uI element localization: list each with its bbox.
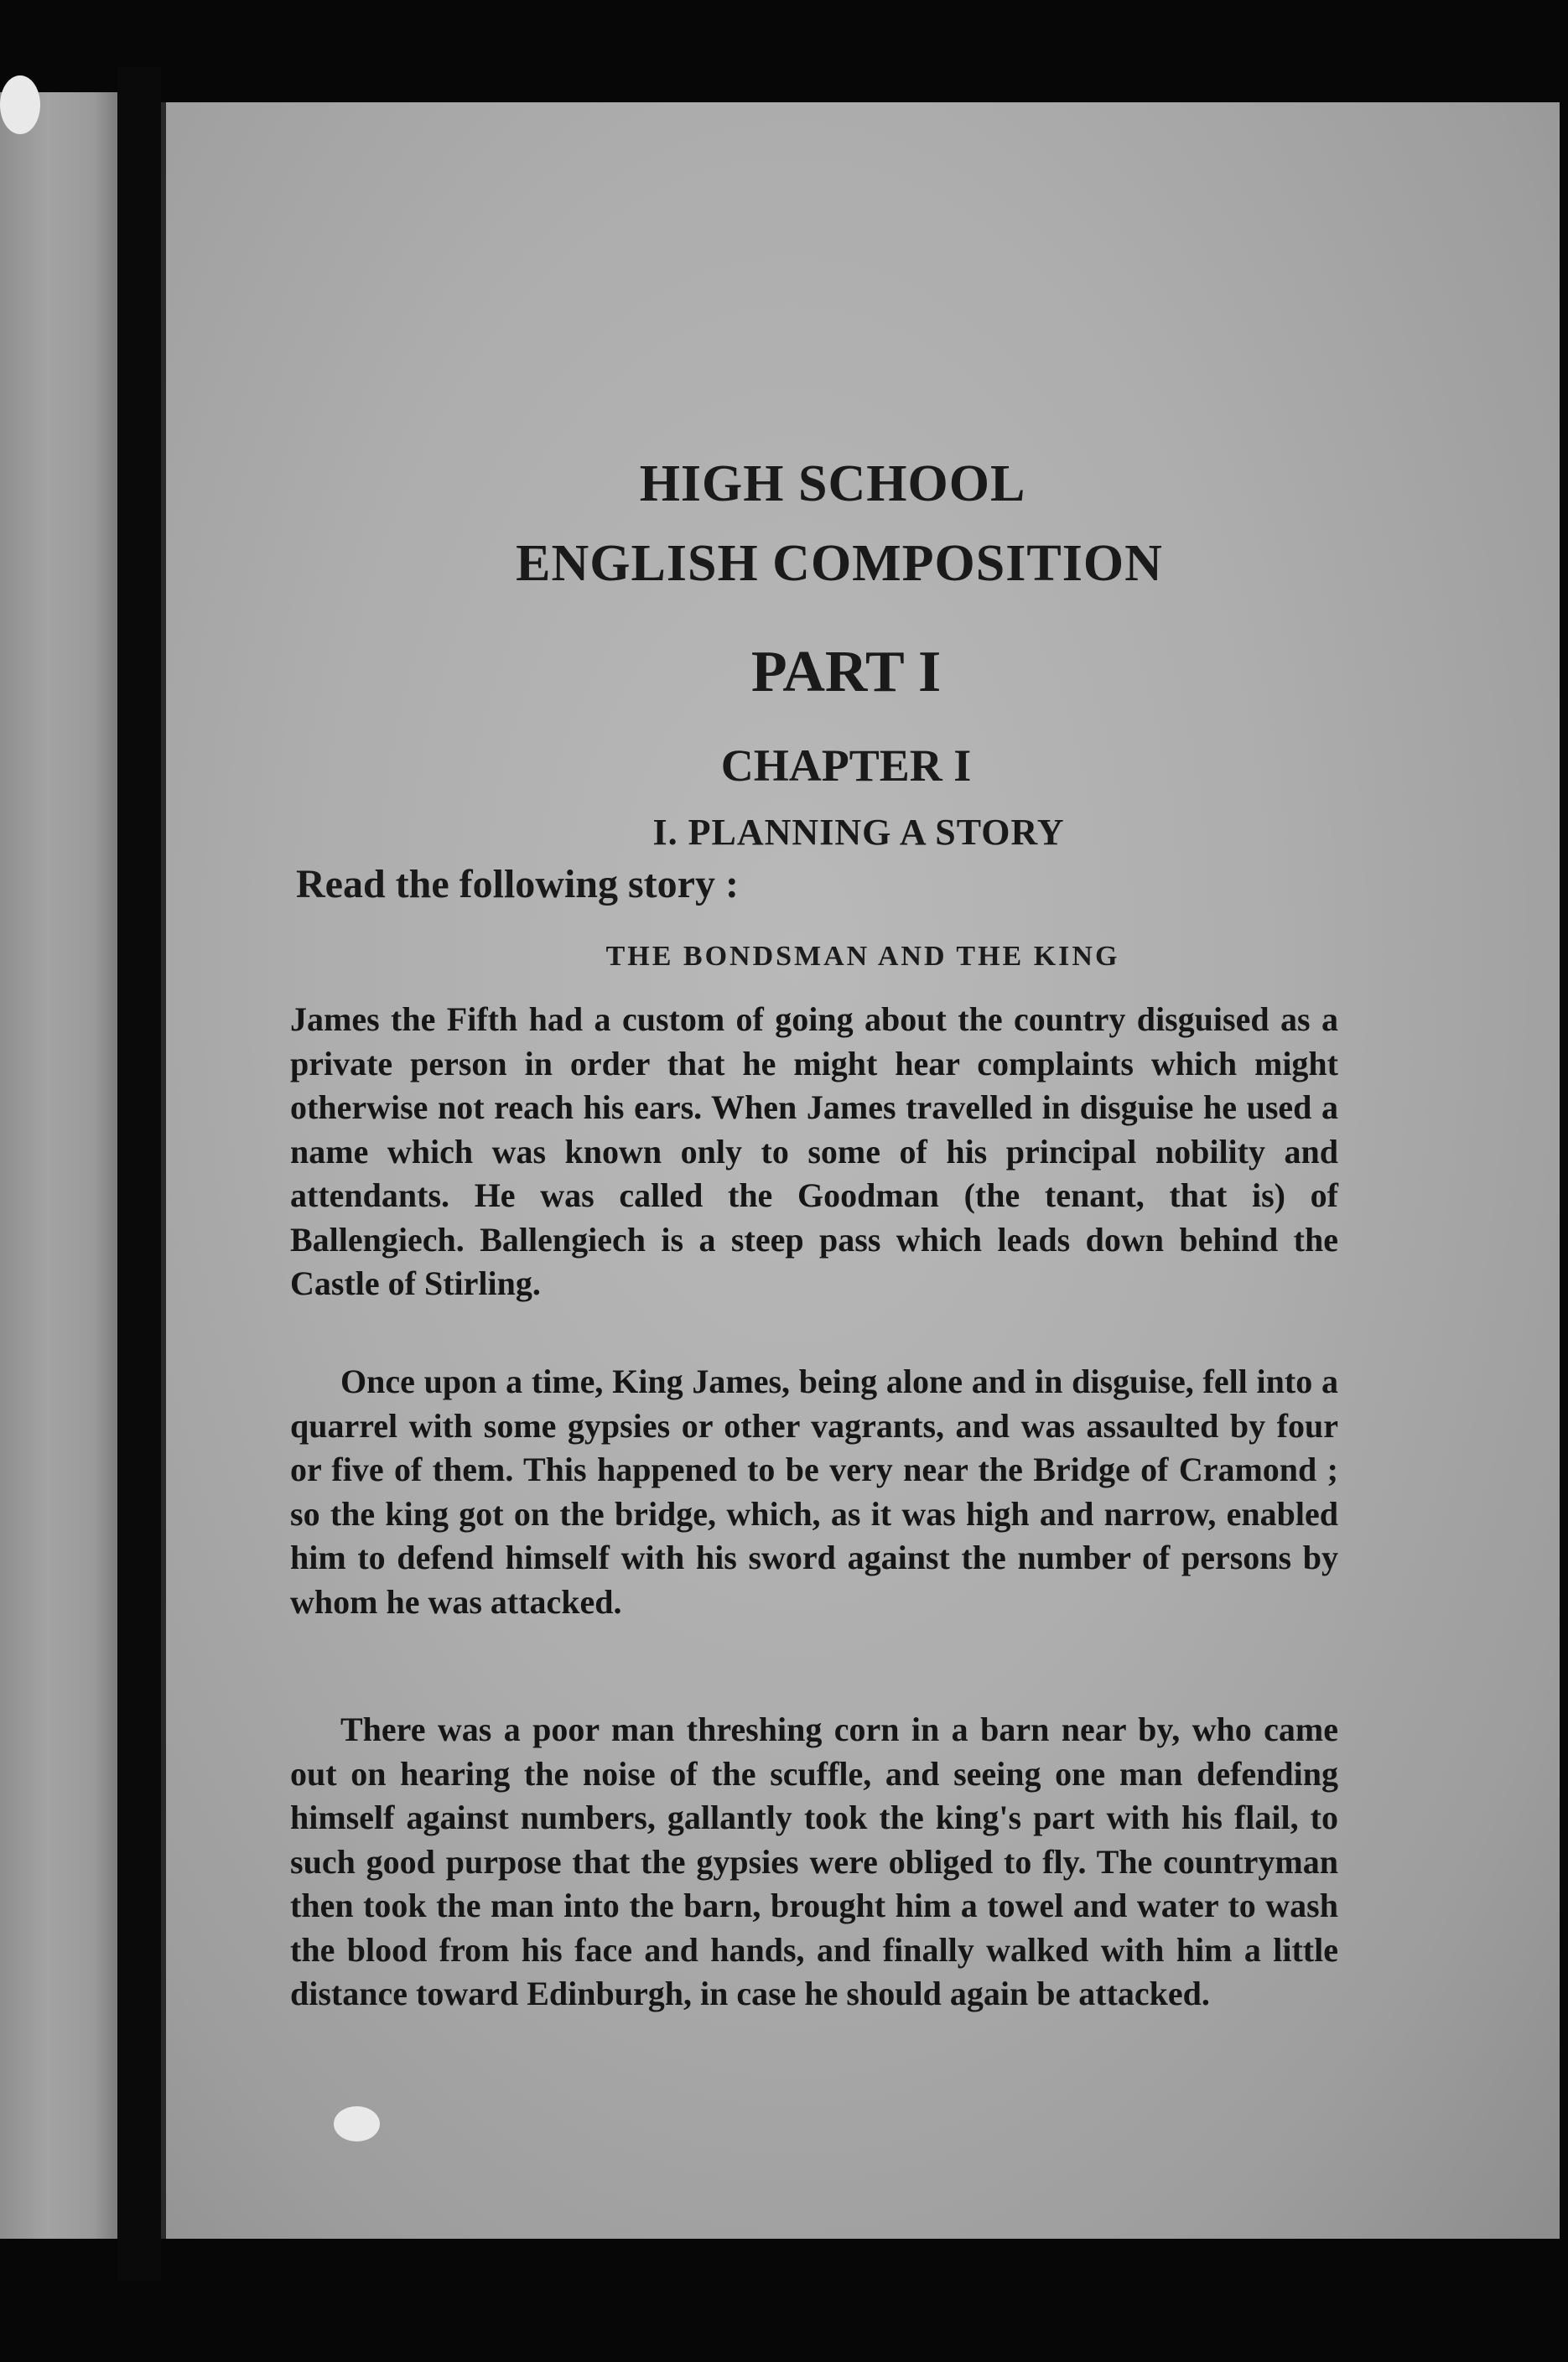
book-title-line-2: ENGLISH COMPOSITION	[516, 535, 1163, 592]
book-title-line-1: HIGH SCHOOL	[639, 455, 1026, 512]
book-page	[161, 102, 1560, 2239]
story-paragraph-1: James the Fifth had a custom of going about the country disguised as a private person in order that he might hear complaints which might otherwise not reach his ears. When James travelled in disguise he used a name which was known only to some of his principal nobility and attendants. He was called the Goodman (the tenant, that is) of Ballengiech. Ballengiech is a steep pass which leads down behind the Castle of Stirling.	[290, 1000, 1338, 1302]
chapter-heading: CHAPTER I	[720, 740, 972, 791]
book-gutter	[117, 67, 161, 2281]
story-paragraph-2: Once upon a time, King James, being alone and in disguise, fell into a quarrel with some gypsies or other vagrants, and was assaulted by four or five of them. This happened to be very near the Bridge of Cramond ; so the king got on the bridge, which, as it was high and narrow, enabled him to defend himself with his sword against the number of persons by whom he was attacked.	[290, 1363, 1338, 1621]
reading-instruction: Read the following story :	[296, 862, 739, 906]
facing-page-edge	[0, 92, 117, 2239]
story-title: THE BONDSMAN AND THE KING	[605, 941, 1120, 972]
scan-artifact	[334, 2106, 380, 2141]
story-paragraph-3: There was a poor man threshing corn in a barn near by, who came out on hearing the noise of the scuffle, and seeing one man defending himself against numbers, gallantly took the king's part with his flail, to such good purpose that the gypsies were obliged to fly. The countryman then took the man into the barn, brought him a towel and water to wash the blood from his face and hands, and finally walked with him a little distance toward Edinburgh, in case he should again be attacked.	[290, 1711, 1338, 2012]
section-heading: I. PLANNING A STORY	[652, 812, 1065, 853]
scan-artifact	[0, 75, 40, 134]
part-heading: PART I	[750, 640, 942, 704]
